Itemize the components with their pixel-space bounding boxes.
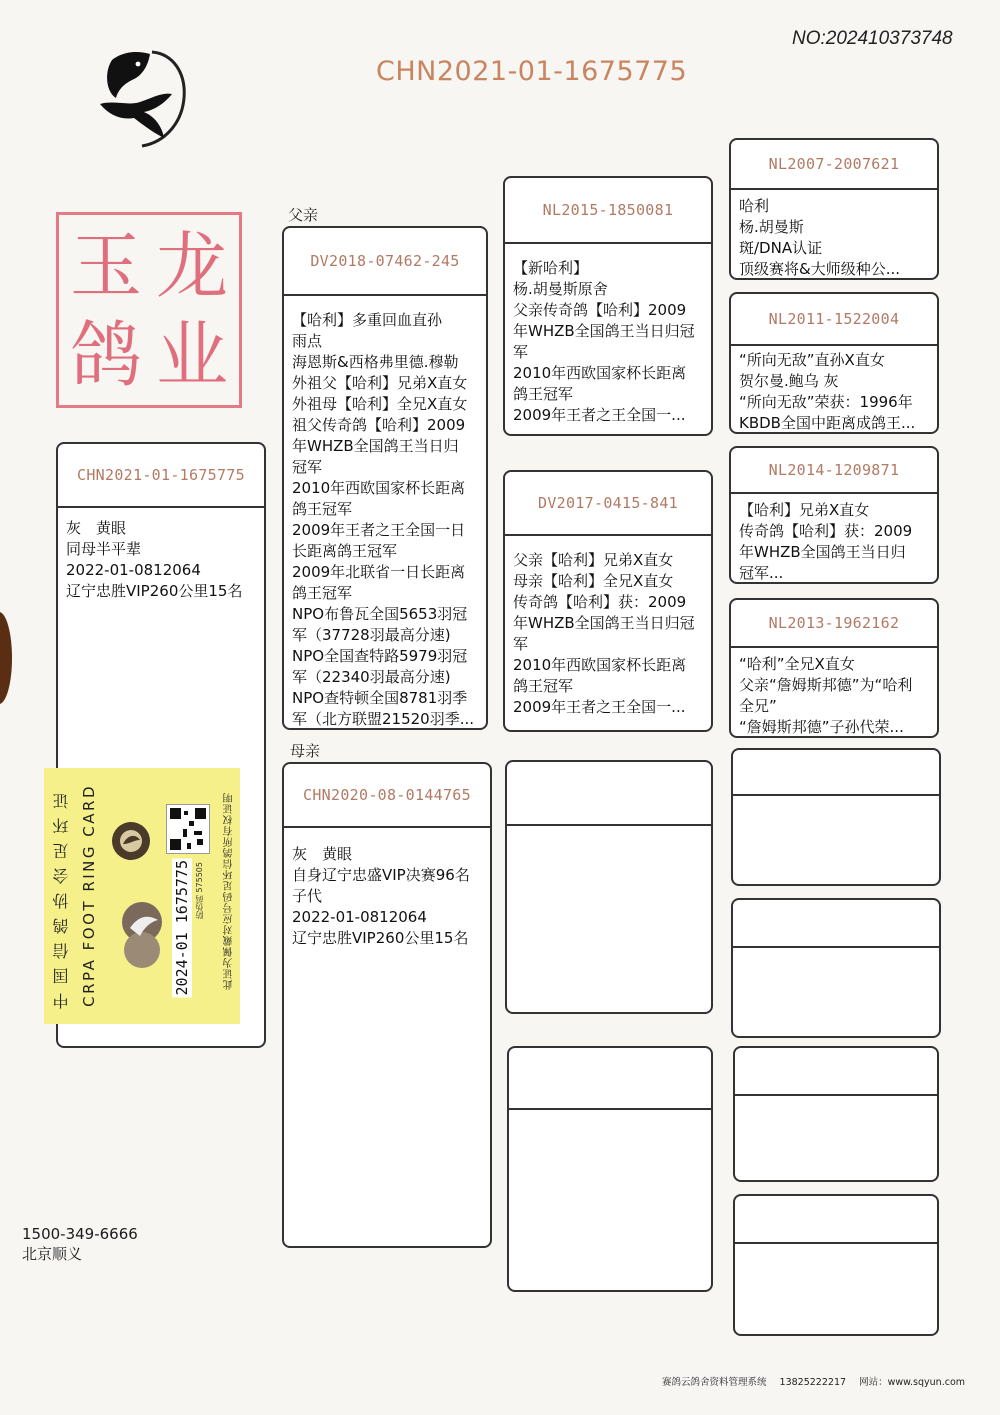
mff-card — [731, 748, 941, 886]
detail-line: 【哈利】多重回血直孙 — [292, 311, 443, 329]
detail-line: 年WHZB全国鸽王当日归冠 — [513, 614, 695, 632]
mother-card — [282, 762, 492, 1248]
detail-line: 2009年北联省一日长距离 — [292, 563, 466, 581]
detail-line: 父亲“詹姆斯邦德”为“哈利 — [739, 676, 913, 694]
footer-site: www.sqyun.com — [887, 1377, 966, 1388]
ring-card-title-cn: 中国信鸽协会足环证 — [52, 784, 71, 1009]
detail-line: 同母半平辈 — [66, 540, 142, 558]
detail-line: 【哈利】兄弟X直女 — [739, 501, 870, 519]
detail-line: “所向无敌”荣获：1996年 — [739, 393, 913, 411]
detail-line: 子代 — [292, 887, 323, 905]
ff-details — [505, 244, 711, 426]
mf-ring — [507, 762, 711, 826]
seal-stamp — [56, 212, 242, 408]
detail-line: 年WHZB全国鸽王当日归 — [292, 437, 459, 455]
ff-ring: NL2015-1850081 — [505, 178, 711, 244]
ffm-ring: NL2011-1522004 — [731, 294, 937, 346]
father-card — [282, 226, 488, 730]
stamp-char: 玉 — [69, 223, 142, 308]
father-label: 父亲 — [288, 206, 319, 224]
detail-line: 哈利 — [739, 197, 770, 215]
qr-code-icon — [166, 804, 210, 854]
detail-line: 祖父传奇鸽【哈利】2009 — [292, 416, 466, 434]
detail-line: 2010年西欧国家杯长距离 — [292, 479, 466, 497]
footer-system: 赛鸽云鸽舍资料管理系统 — [662, 1377, 767, 1388]
detail-line: “所向无敌”直孙X直女 — [739, 351, 885, 369]
fmf-card — [729, 446, 939, 584]
edge-shadow — [0, 612, 12, 704]
detail-line: 顶级赛将&大师级种公... — [739, 260, 901, 278]
mother-ring: CHN2020-08-0144765 — [284, 764, 490, 828]
detail-line: 自身辽宁忠盛VIP决赛96名 — [292, 866, 470, 884]
foot-ring-card — [44, 768, 240, 1024]
detail-line: 鸽王冠军 — [513, 385, 574, 403]
detail-line: 全兄” — [739, 697, 777, 715]
detail-line: “詹姆斯邦德”子孙代荣... — [739, 718, 904, 736]
fff-ring: NL2007-2007621 — [731, 140, 937, 190]
detail-line: 军（北方联盟21520羽季... — [292, 710, 475, 728]
detail-line: 军（22340羽最高分速) — [292, 668, 451, 686]
detail-line: 长距离鸽王冠军 — [292, 542, 398, 560]
ring-card-title-en: CRPA FOOT RING CARD — [80, 784, 98, 1007]
mmf-ring — [735, 1048, 937, 1096]
fm-ring: DV2017-0415-841 — [505, 472, 711, 536]
ffm-details — [731, 346, 937, 434]
detail-line: 雨点 — [292, 332, 323, 350]
ring-card-notice: 此证为佩戴对应号码足环信鸽所有权证明 — [224, 792, 235, 990]
detail-line: 传奇鸽【哈利】获：2009 — [513, 593, 687, 611]
mm-ring — [509, 1048, 711, 1110]
detail-line: 父亲【哈利】兄弟X直女 — [513, 551, 674, 569]
fff-card — [729, 138, 939, 280]
crpa-emblem-icon — [110, 820, 152, 862]
detail-line: 辽宁忠胜VIP260公里15名 — [292, 929, 469, 947]
fm-details — [505, 536, 711, 718]
detail-line: 外祖父【哈利】兄弟X直女 — [292, 374, 468, 392]
main-ring-number: CHN2021-01-1675775 — [376, 56, 688, 87]
father-details — [284, 296, 486, 730]
footer-phone: 13825222217 — [779, 1377, 847, 1388]
ff-card — [503, 176, 713, 436]
detail-line: 海恩斯&西格弗里德.穆勒 — [292, 353, 459, 371]
stamp-char: 业 — [155, 312, 228, 397]
detail-line: NPO全国查特路5979羽冠 — [292, 647, 468, 665]
detail-line: 杨.胡曼斯 — [739, 218, 804, 236]
detail-line: 灰 黄眼 — [66, 519, 127, 537]
mother-details — [284, 828, 490, 949]
detail-line: 军 — [513, 343, 529, 361]
contact-phone: 1500-349-6666 — [22, 1225, 138, 1243]
mm-card — [507, 1046, 713, 1292]
subject-details — [58, 508, 264, 602]
contact-info — [22, 1224, 138, 1264]
detail-line: 2022-01-0812064 — [292, 908, 427, 926]
detail-line: 杨.胡曼斯原舍 — [513, 280, 608, 298]
pigeon-logo — [92, 46, 190, 150]
detail-line: 年WHZB全国鸽王当日归冠 — [513, 322, 695, 340]
mmf-card — [733, 1046, 939, 1182]
fm-card — [503, 470, 713, 732]
father-ring: DV2018-07462-245 — [284, 228, 486, 296]
detail-line: 贺尔曼.鲍乌 灰 — [739, 372, 839, 390]
footer — [662, 1374, 965, 1388]
detail-line: 传奇鸽【哈利】获：2009 — [739, 522, 913, 540]
fmm-ring: NL2013-1962162 — [731, 600, 937, 648]
ring-card-ring-number: 2024-01 1675775 — [173, 860, 191, 996]
mf-card — [505, 760, 713, 1014]
detail-line: 父亲传奇鸽【哈利】2009 — [513, 301, 687, 319]
detail-line: 2009年王者之王全国一日 — [292, 521, 466, 539]
footer-site-label: 网站： — [859, 1377, 888, 1388]
ffm-card — [729, 292, 939, 434]
detail-line: 鸽王冠军 — [292, 584, 353, 602]
mother-label: 母亲 — [290, 742, 321, 760]
detail-line: 外祖母【哈利】全兄X直女 — [292, 395, 468, 413]
subject-ring: CHN2021-01-1675775 — [58, 444, 264, 508]
mmm-ring — [735, 1196, 937, 1244]
detail-line: NPO布鲁瓦全国5653羽冠 — [292, 605, 468, 623]
mfm-card — [731, 898, 941, 1038]
detail-line: 斑/DNA认证 — [739, 239, 823, 257]
detail-line: 2022-01-0812064 — [66, 561, 201, 579]
detail-line: 2009年王者之王全国一... — [513, 698, 686, 716]
detail-line: 鸽王冠军 — [513, 677, 574, 695]
detail-line: 灰 黄眼 — [292, 845, 353, 863]
detail-line: 年WHZB全国鸽王当日归 — [739, 543, 906, 561]
globe-pigeon-icon — [114, 898, 170, 970]
detail-line: 鸽王冠军 — [292, 500, 353, 518]
detail-line: NPO查特顿全国8781羽季 — [292, 689, 468, 707]
detail-line: 【新哈利】 — [513, 259, 589, 277]
contact-location: 北京顺义 — [22, 1245, 83, 1263]
fmm-details — [731, 648, 937, 738]
detail-line: “哈利”全兄X直女 — [739, 655, 855, 673]
detail-line: 冠军 — [292, 458, 323, 476]
ring-card-sub-number: 防伪码 575505 — [195, 862, 204, 920]
stamp-char: 鸽 — [69, 312, 142, 397]
fff-details — [731, 190, 937, 280]
detail-line: 冠军... — [739, 564, 784, 582]
mmm-card — [733, 1194, 939, 1336]
detail-line: KBDB全国中距离成鸽王... — [739, 414, 916, 432]
detail-line: 军 — [513, 635, 529, 653]
mff-ring — [733, 750, 939, 796]
stamp-char: 龙 — [155, 223, 228, 308]
detail-line: 2010年西欧国家杯长距离 — [513, 364, 687, 382]
fmm-card — [729, 598, 939, 738]
fmf-ring: NL2014-1209871 — [731, 448, 937, 494]
detail-line: 2010年西欧国家杯长距离 — [513, 656, 687, 674]
detail-line: 2009年王者之王全国一... — [513, 406, 686, 424]
fmf-details — [731, 494, 937, 584]
detail-line: 辽宁忠胜VIP260公里15名 — [66, 582, 243, 600]
certificate-number: NO:202410373748 — [792, 28, 953, 49]
detail-line: 军（37728羽最高分速) — [292, 626, 451, 644]
mfm-ring — [733, 900, 939, 948]
detail-line: 母亲【哈利】全兄X直女 — [513, 572, 674, 590]
